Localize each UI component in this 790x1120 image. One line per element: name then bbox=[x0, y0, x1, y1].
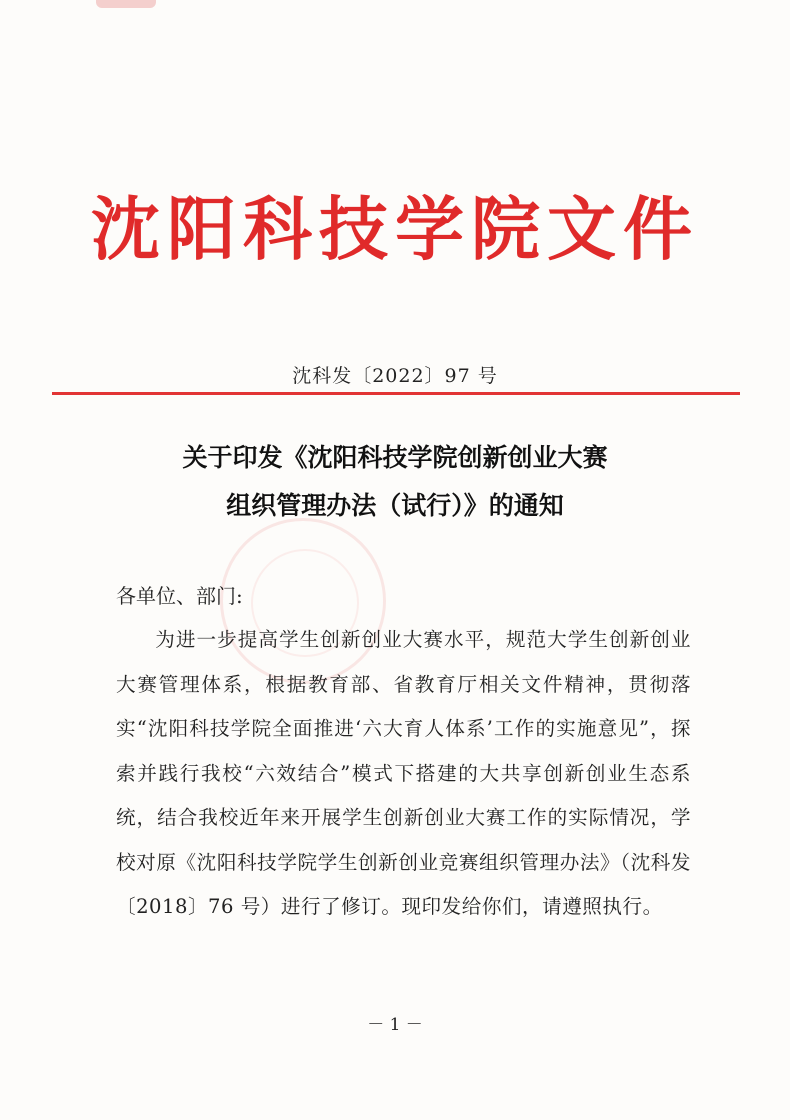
document-number: 沈科发〔2022〕97 号 bbox=[292, 365, 498, 387]
binding-mark bbox=[96, 0, 156, 8]
notice-title bbox=[40, 434, 750, 530]
page-number: － 1 － bbox=[367, 1015, 423, 1035]
notice-body-paragraph: 为进一步提高学生创新创业大赛水平，规范大学生创新创业大赛管理体系，根据教育部、省教育厅相关文件精神，贯彻落实“沈阳科技学院全面推进‘六大育人体系’工作的实施意见”，探索并践行我校“六效结合”模式下搭建的大共享创新创业生态系统，结合我校近年来开展学生创新创业大赛工作的实际情况，学校对原《沈阳科技学院学生创新创业竞赛组织管理办法》（沈科发〔2018〕76 号）进行了修订。现印发给你们，请遵照执行。 bbox=[116, 628, 691, 918]
notice-title-line-1: 关于印发《沈阳科技学院创新创业大赛 bbox=[182, 443, 608, 472]
red-divider-line bbox=[52, 392, 740, 395]
document-header-title: 沈阳科技学院文件 bbox=[91, 189, 699, 270]
salutation: 各单位、部门: bbox=[116, 584, 243, 608]
notice-title-line-2: 组织管理办法（试行）》的通知 bbox=[226, 491, 564, 520]
